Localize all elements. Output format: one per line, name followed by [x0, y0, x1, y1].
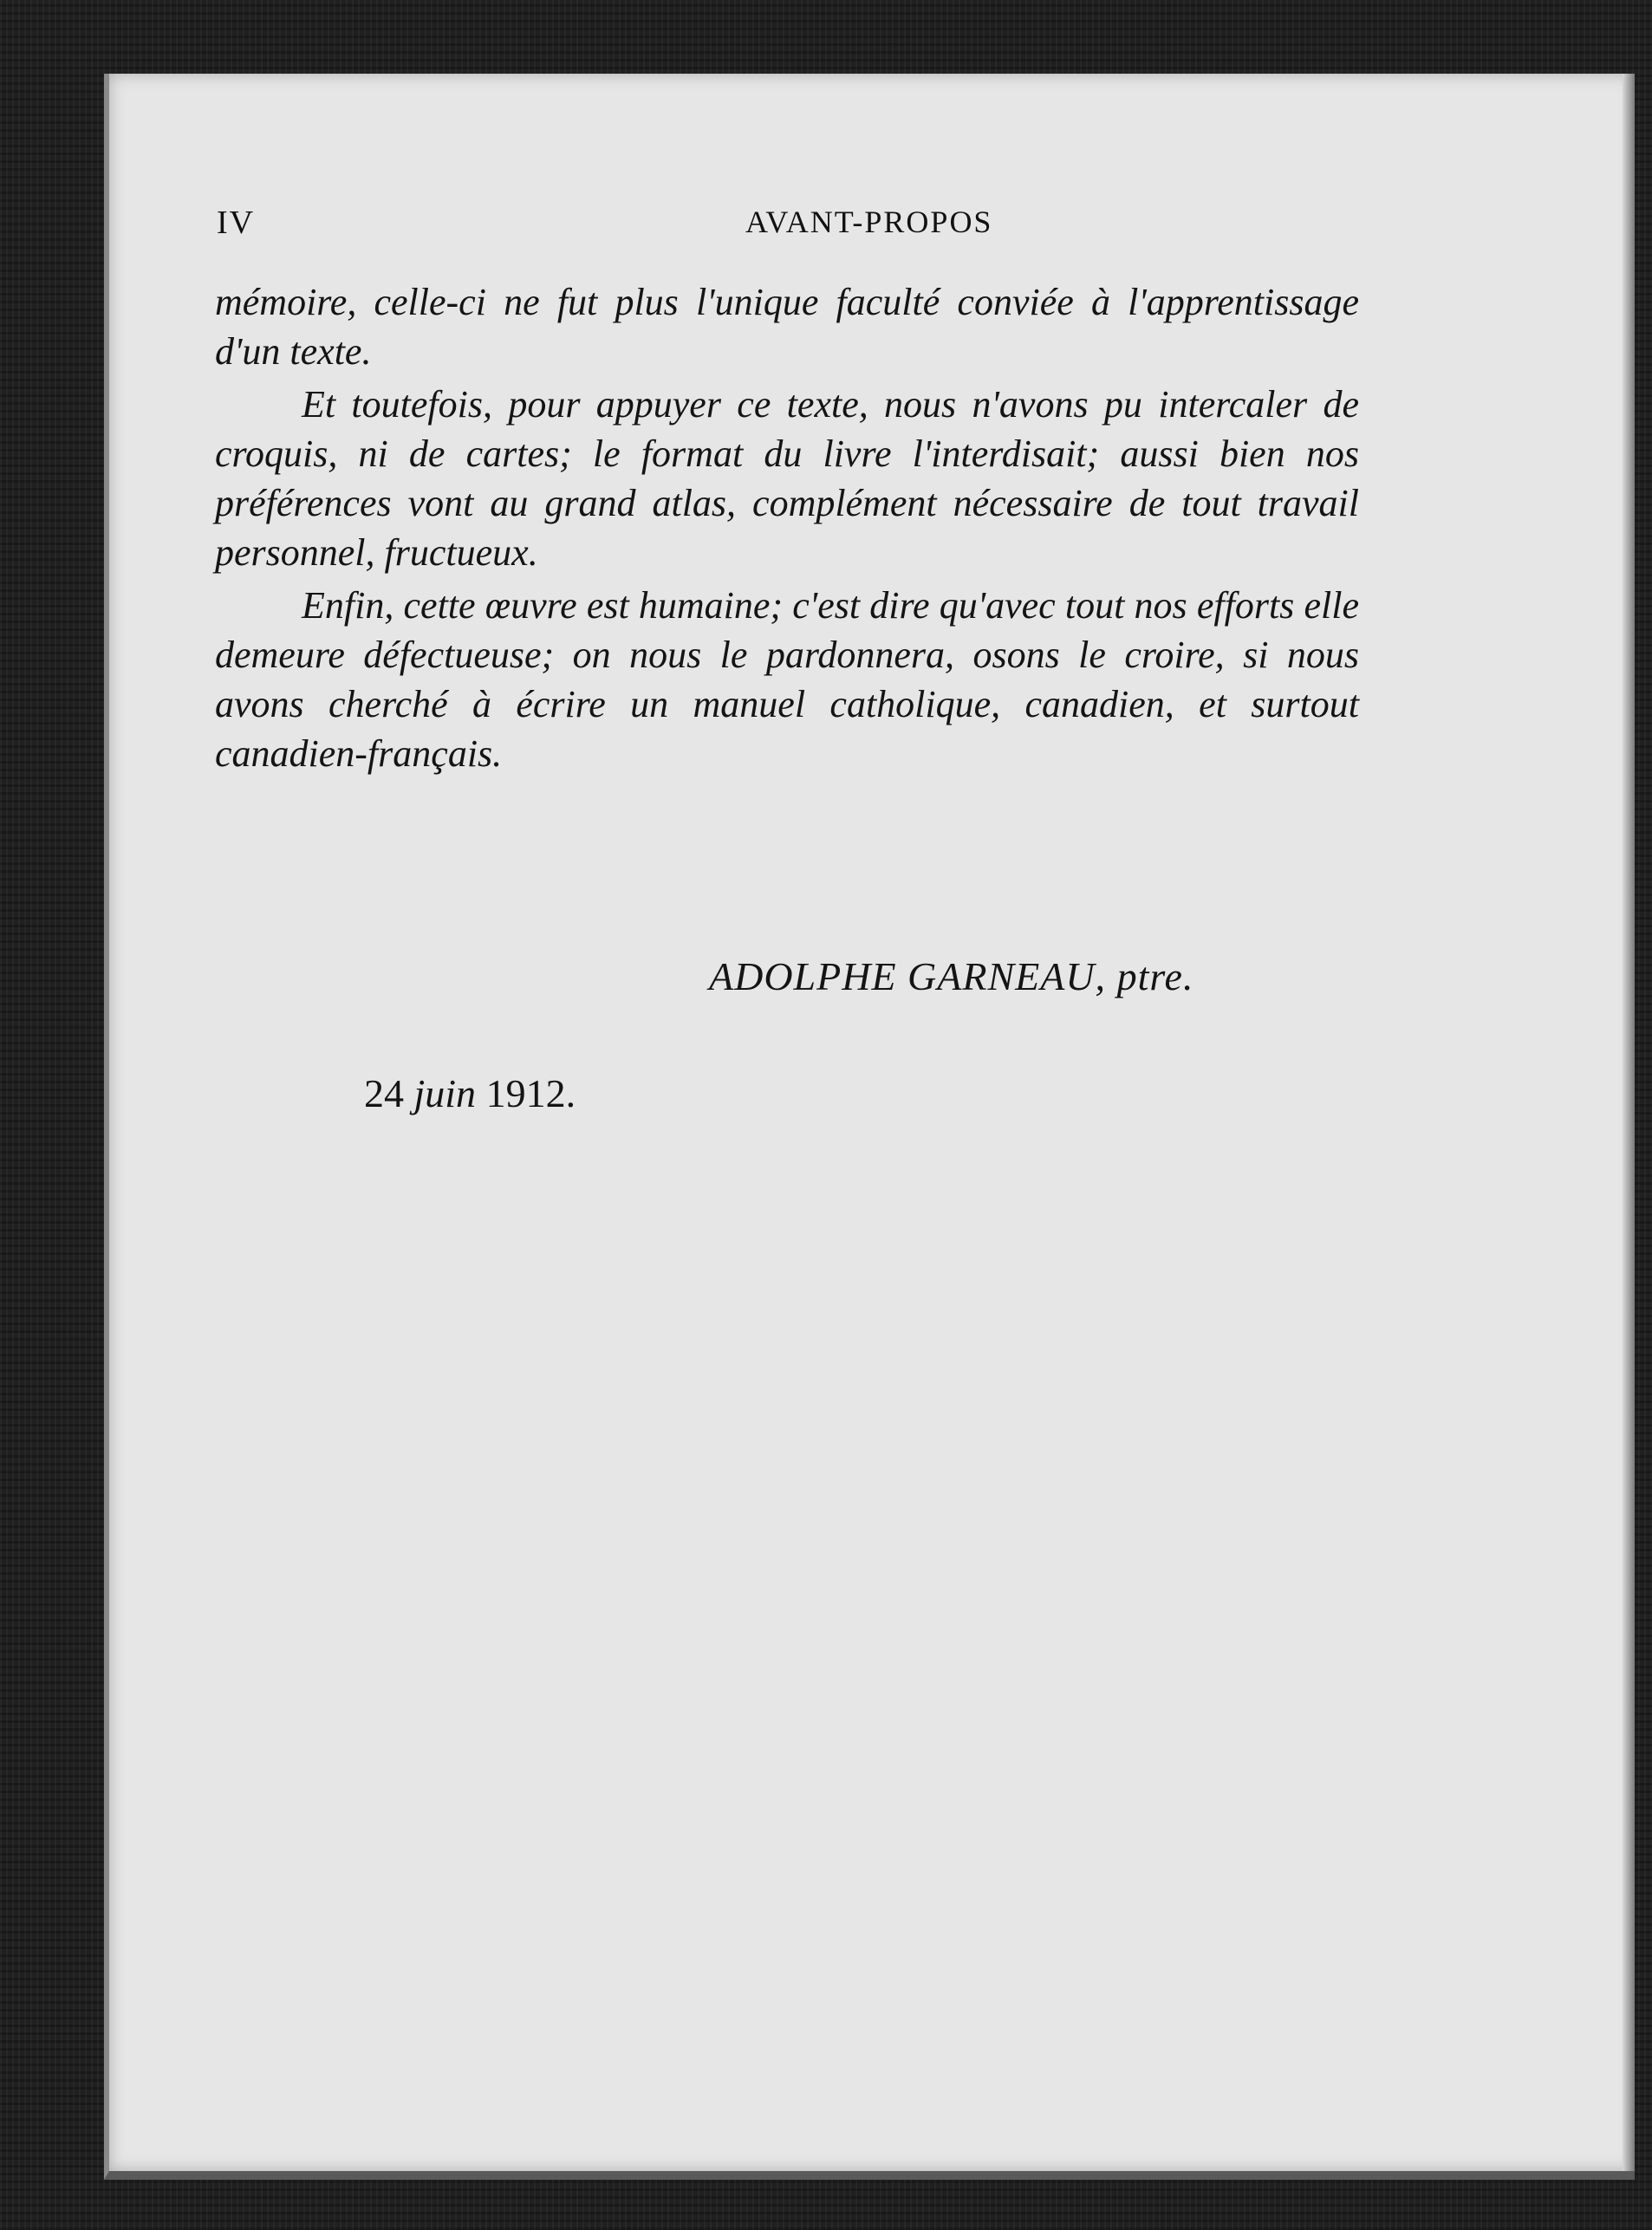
page-number: IV: [217, 205, 256, 241]
author-title: ptre.: [1116, 954, 1194, 998]
dateline: [364, 1070, 576, 1116]
author-name: ADOLPHE GARNEAU,: [709, 954, 1107, 998]
author-signature: [709, 953, 1193, 999]
body-text: [215, 277, 1359, 778]
date-day: 24: [364, 1071, 404, 1115]
paragraph-atlas: Et toutefois, pour appuyer ce texte, nous n'avons pu intercaler de croquis, ni de cartes; le format du livre l'interdisait; aussi bien nos préférences vont au grand atlas, complément nécessaire de tout travail personnel, fructueux.: [215, 383, 1359, 574]
running-title: AVANT-PROPOS: [745, 205, 993, 239]
running-head: [217, 204, 1447, 256]
date-year: 1912.: [485, 1071, 576, 1115]
paragraph-conclusion: Enfin, cette œuvre est humaine; c'est dire qu'avec tout nos efforts elle demeure défectueuse; on nous le pardonnera, osons le croire, si nous avons cherché à écrire un manuel catholique, canadien, et surtout canadien-français.: [215, 584, 1359, 775]
paragraph-continuation: mémoire, celle-ci ne fut plus l'unique faculté conviée à l'apprentissage d'un texte.: [215, 281, 1359, 373]
date-month: juin: [413, 1071, 477, 1115]
